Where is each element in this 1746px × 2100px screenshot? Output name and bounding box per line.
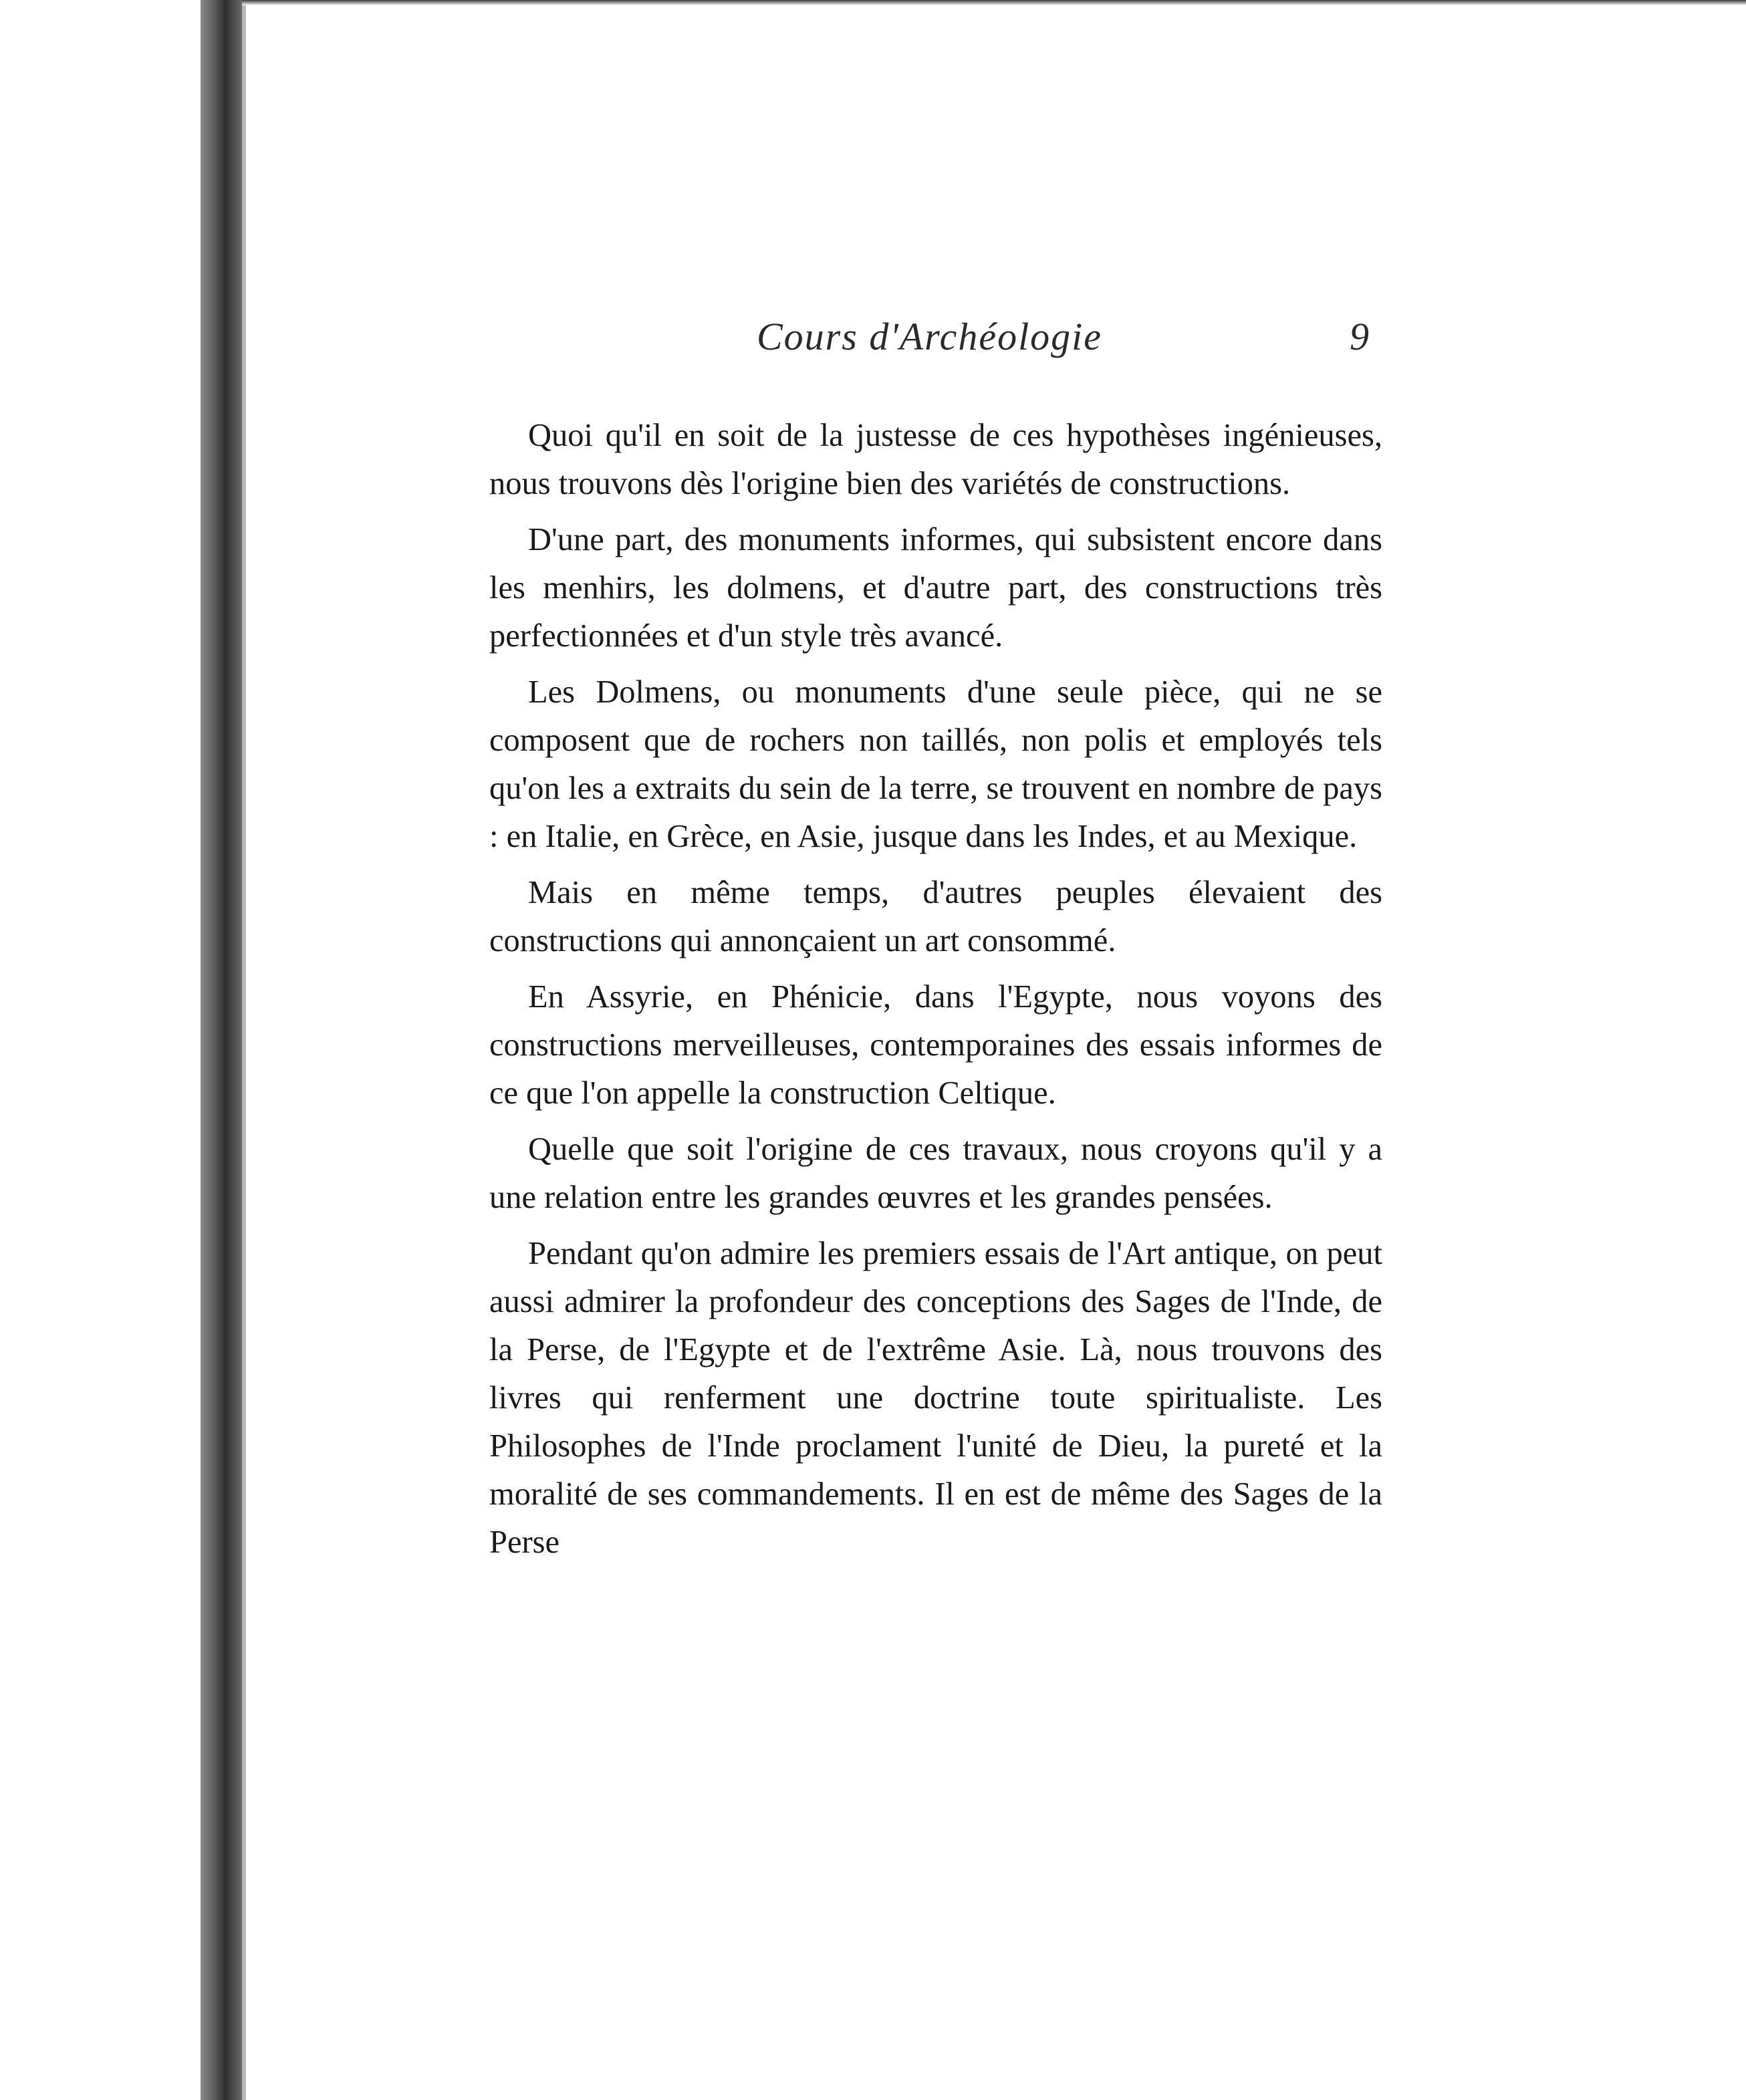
body-text (489, 412, 1382, 1567)
paragraph: D'une part, des monuments informes, qui subsistent encore dans les menhirs, les dolmens, et d'autre part, des constructions très perfectionnées et d'un style très avancé. (489, 522, 1382, 654)
paragraph: Les Dolmens, ou monuments d'une seule pièce, qui ne se composent que de rochers non taillés, non polis et employés tels qu'on les a extraits du sein de la terre, se trouvent en nombre de pays : en Italie, en Grèce, en Asie, jusque dans les Indes, et au Mexique. (489, 674, 1382, 854)
paragraph: Pendant qu'on admire les premiers essais de l'Art antique, on peut aussi admirer la profondeur des conceptions des Sages de l'Inde, de la Perse, de l'Egypte et de l'extrême Asie. Là, nous trouvons des livres qui renferment une doctrine toute spiritualiste. Les Philosophes de l'Inde proclament l'unité de Dieu, la pureté et la moralité de ses commandements. Il en est de même des Sages de la Perse (489, 1236, 1382, 1560)
paragraph: Quelle que soit l'origine de ces travaux, nous croyons qu'il y a une relation entre les grandes œuvres et les grandes pensées. (489, 1132, 1382, 1215)
book-binding-shadow (201, 0, 242, 2100)
paragraph: Mais en même temps, d'autres peuples élevaient des constructions qui annonçaient un art consommé. (489, 875, 1382, 958)
book-page (489, 301, 1382, 1575)
paragraph: En Assyrie, en Phénicie, dans l'Egypte, nous voyons des constructions merveilleuses, contemporaines des essais informes de ce que l'on appelle la construction Celtique. (489, 979, 1382, 1111)
running-head (489, 301, 1382, 374)
page-number: 9 (1350, 315, 1369, 358)
paragraph: Quoi qu'il en soit de la justesse de ces hypothèses ingénieuses, nous trouvons dès l'origine bien des variétés de constructions. (489, 418, 1382, 501)
page-top-edge (242, 0, 1746, 5)
running-head-title: Cours d'Archéologie (757, 315, 1103, 358)
page-binding-edge (242, 0, 246, 2100)
